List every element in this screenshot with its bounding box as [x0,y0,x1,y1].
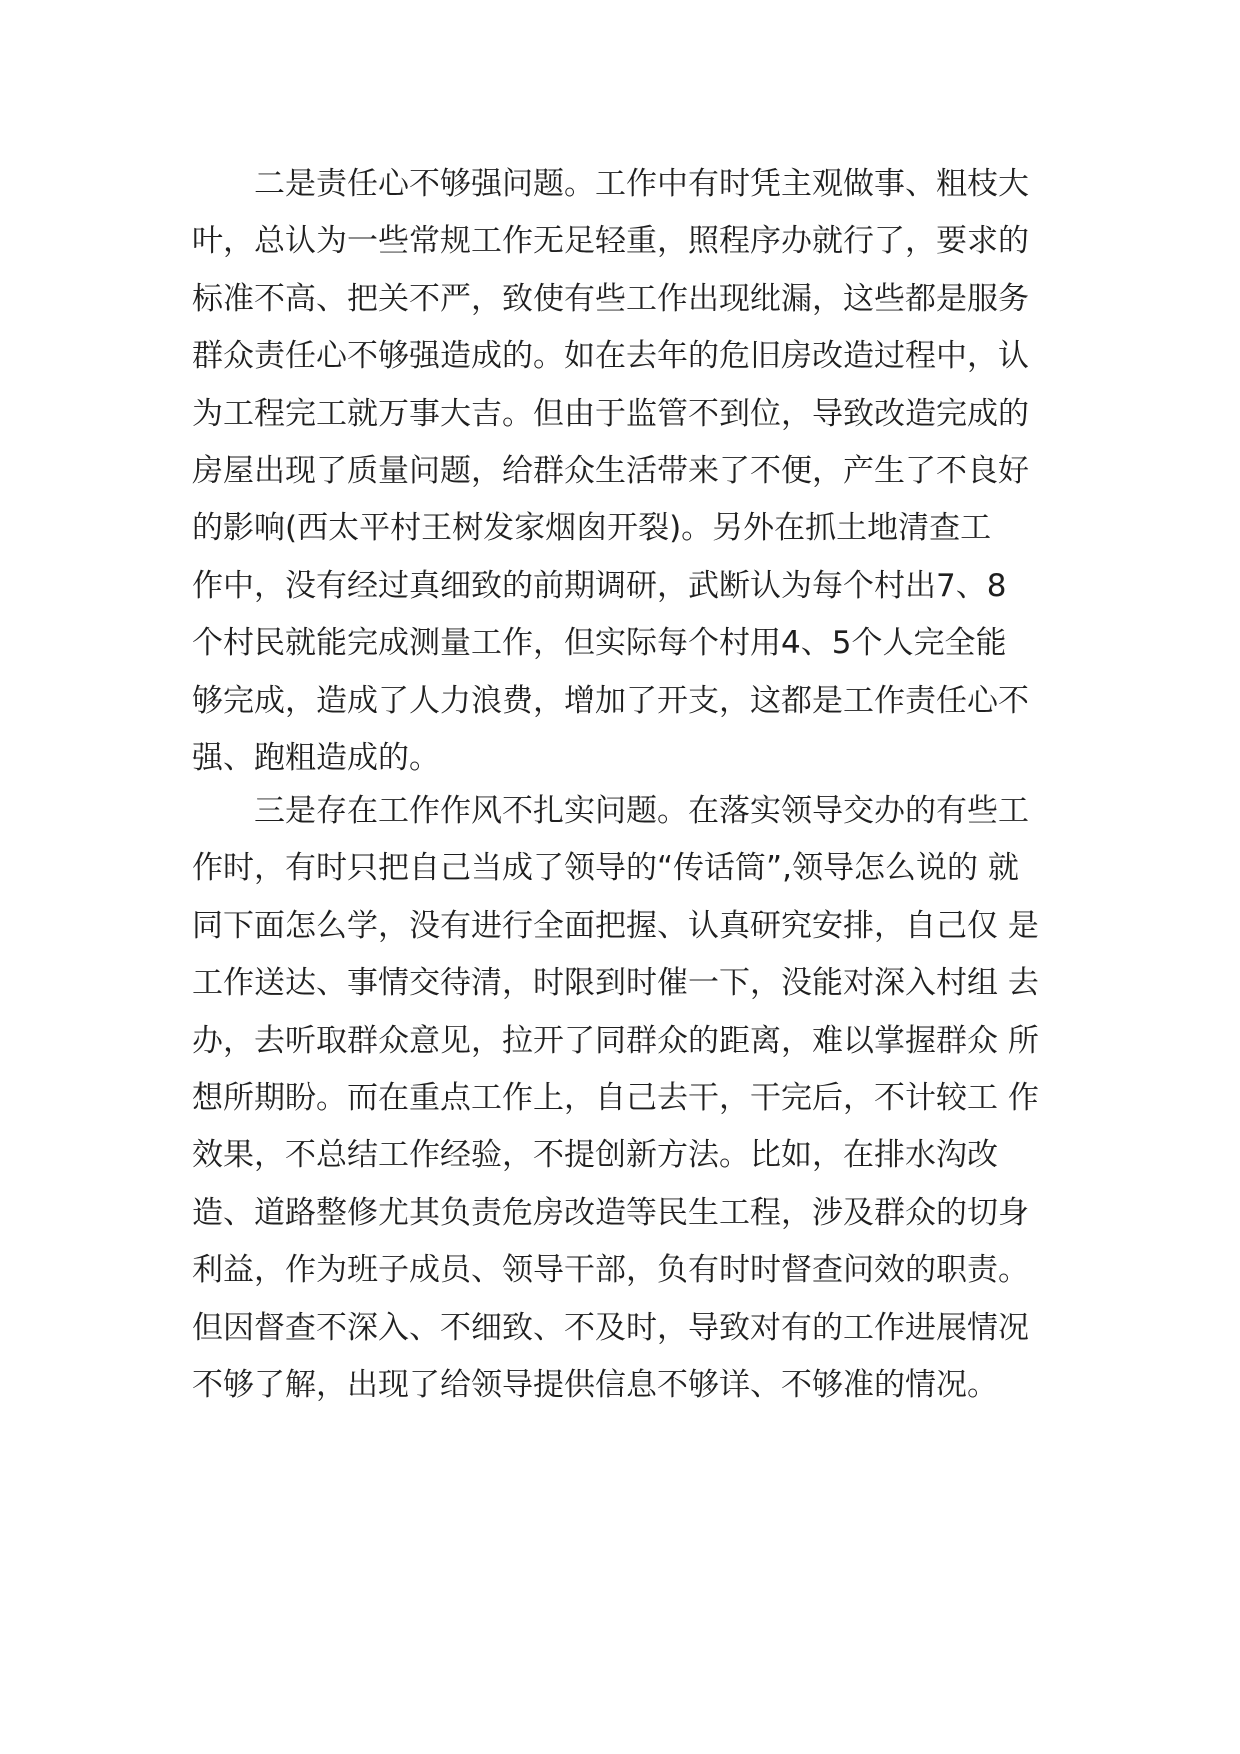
text-line: 造、道路整修尤其负责危房改造等民生工程，涉及群众的切身 [192,1194,1029,1231]
text-line: 利益，作为班子成员、领导干部，负有时时督查问效的职责。 [192,1252,1029,1289]
text-line: 群众责任心不够强造成的。如在去年的危旧房改造过程中，认 [192,338,1029,375]
text-line: 个村民就能完成测量工作，但实际每个村用4、5个人完全能 [192,625,1007,662]
text-line: 标准不高、把关不严，致使有些工作出现纰漏，这些都是服务 [192,280,1029,317]
text-line: 工作送达、事情交待清，时限到时催一下，没能对深入村组 去 [192,965,1039,1002]
paragraph-responsibility [192,156,1072,787]
text-line: 强、跑粗造成的。 [192,739,440,776]
paragraph-work-style [192,783,1072,1414]
text-line: 作中，没有经过真细致的前期调研，武断认为每个村出7、8 [192,567,1007,604]
text-line: 房屋出现了质量问题，给群众生活带来了不便，产生了不良好 [192,452,1029,489]
text-line: 办，去听取群众意见，拉开了同群众的距离，难以掌握群众 所 [192,1022,1039,1059]
text-line: 但因督查不深入、不细致、不及时，导致对有的工作进展情况 [192,1309,1029,1346]
text-line: 同下面怎么学，没有进行全面把握、认真研究安排，自己仅 是 [192,907,1039,944]
text-line: 作时，有时只把自己当成了领导的“传话筒”,领导怎么说的 就 [192,850,1019,887]
text-line: 二是责任心不够强问题。工作中有时凭主观做事、粗枝大 [192,166,1029,202]
text-line: 为工程完工就万事大吉。但由于监管不到位，导致改造完成的 [192,395,1029,432]
text-line: 不够了解，出现了给领导提供信息不够详、不够准的情况。 [192,1366,998,1403]
text-line: 想所期盼。而在重点工作上，自己去干，干完后，不计较工 作 [192,1079,1039,1116]
text-line: 叶，总认为一些常规工作无足轻重，照程序办就行了，要求的 [192,223,1029,260]
text-line: 三是存在工作作风不扎实问题。在落实领导交办的有些工 [192,793,1029,829]
text-line: 够完成，造成了人力浪费，增加了开支，这都是工作责任心不 [192,682,1029,719]
text-line: 的影响(西太平村王树发家烟囱开裂)。另外在抓土地清查工 [192,510,992,547]
text-line: 效果，不总结工作经验，不提创新方法。比如，在排水沟改 [192,1137,998,1174]
